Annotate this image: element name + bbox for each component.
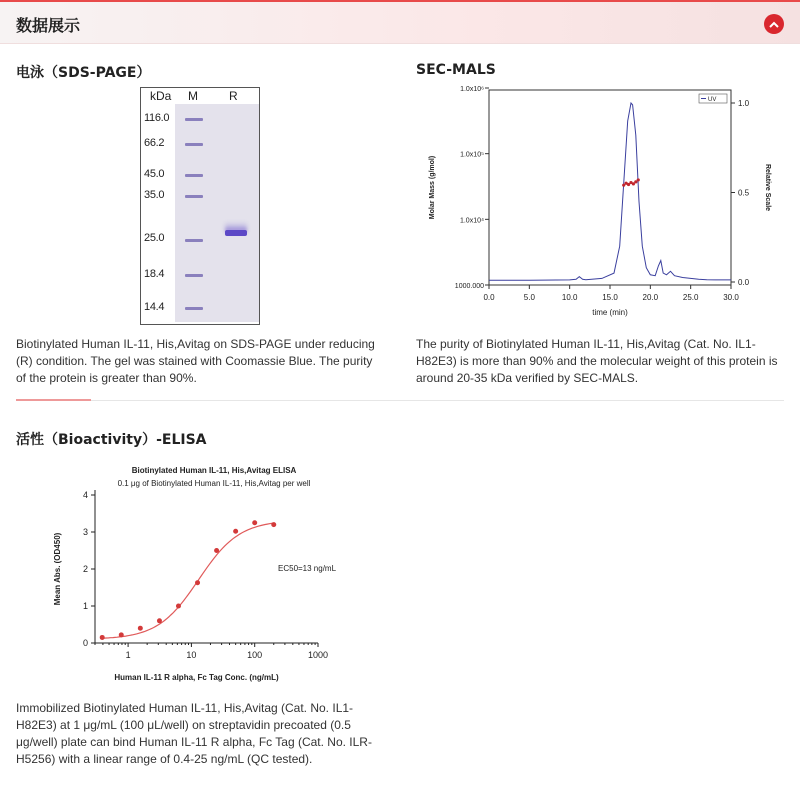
data-point (138, 626, 143, 631)
ladder-band (185, 239, 203, 242)
x-axis-label: Human IL-11 R alpha, Fc Tag Conc. (ng/mL) (114, 673, 279, 682)
y-tick-label: 1.0x10⁵ (460, 151, 484, 159)
y2-axis-label: Relative Scale (764, 163, 771, 212)
data-point (233, 529, 238, 534)
x-tick-label: 25.0 (682, 293, 699, 302)
x-tick-label: 0.0 (483, 293, 495, 302)
x-tick-label: 15.0 (602, 293, 618, 302)
x-tick-label: 5.0 (523, 293, 535, 302)
sds-page-gel-image (140, 87, 260, 325)
section-header-title: 数据展示 (16, 16, 81, 35)
collapse-button[interactable] (764, 14, 784, 34)
elisa-chart (40, 460, 380, 690)
y-tick-label: 2 (82, 564, 88, 574)
ladder-band (185, 195, 203, 198)
molar-mass-point (637, 178, 640, 181)
data-point (176, 604, 181, 609)
y2-tick-label: 0.0 (738, 278, 750, 287)
y-axis-label: Molar Mass (g/mol) (429, 155, 436, 220)
gel-mw-label: 35.0 (144, 189, 165, 201)
data-point (195, 580, 200, 585)
y-tick-label: 1000.000 (454, 283, 484, 290)
y-tick-label: 4 (82, 490, 88, 500)
y-tick-label: 1.0x10⁶ (460, 86, 484, 93)
ladder-band (185, 174, 203, 177)
chart-title: Biotinylated Human IL-11, His,Avitag ELISA (131, 466, 297, 475)
y-tick-label: 0 (82, 638, 88, 648)
ladder-band (185, 143, 203, 146)
sds-page-title: 电泳（SDS-PAGE） (16, 65, 151, 81)
gel-lane-marker: M (188, 89, 198, 103)
x-tick-label: 30.0 (723, 293, 739, 302)
gel-mw-label: 116.0 (144, 112, 170, 124)
sec-mals-caption: The purity of Biotinylated Human IL-11, His,Avitag (Cat. No. IL1-H82E3) is more than 90% and the molecular weight of this protein is around 20-35 kDa verified by SEC-MALS. (416, 337, 778, 385)
chevron-up-icon (769, 21, 779, 28)
x-tick-label: 20.0 (642, 293, 659, 302)
x-tick-label: 10.0 (561, 293, 578, 302)
section-divider-accent (16, 399, 91, 401)
x-tick-label: 1000 (307, 650, 329, 660)
data-point (100, 635, 105, 640)
legend-label: UV (708, 97, 717, 103)
section-header (0, 0, 800, 44)
gel-mw-label: 14.4 (144, 301, 165, 313)
plot-frame (489, 90, 731, 285)
data-point (252, 520, 257, 525)
fit-curve (102, 523, 274, 638)
x-tick-label: 1 (125, 650, 131, 660)
data-point (271, 522, 276, 527)
gel-lane-reduced: R (229, 89, 238, 103)
ec50-annotation: EC50=13 ng/mL (278, 564, 337, 573)
sec-mals-title: SEC-MALS (416, 62, 496, 78)
x-axis-label: time (min) (592, 308, 628, 317)
sds-page-caption: Biotinylated Human IL-11, His,Avitag on SDS-PAGE under reducing (R) condition. The gel was stained with Coomassie Blue. The purity of the protein is greater than 90%. (16, 337, 375, 385)
sec-mals-chart (416, 80, 786, 325)
ladder-band (185, 274, 203, 277)
data-point (214, 548, 219, 553)
section-divider (16, 400, 784, 401)
elisa-title: 活性（Bioactivity）-ELISA (16, 432, 207, 448)
x-tick-label: 100 (247, 650, 263, 660)
y-tick-label: 1.0x10⁴ (459, 217, 484, 225)
gel-mw-label: 25.0 (144, 232, 165, 244)
gel-lane-kda: kDa (150, 89, 172, 103)
gel-lanes (175, 104, 259, 322)
sample-band (225, 230, 247, 236)
data-point (119, 632, 124, 637)
data-point (157, 618, 162, 623)
x-tick-label: 10 (186, 650, 197, 660)
gel-mw-label: 45.0 (144, 168, 165, 180)
ladder-band (185, 307, 203, 310)
gel-mw-label: 18.4 (144, 268, 165, 280)
uv-trace (489, 103, 731, 280)
gel-mw-label: 66.2 (144, 137, 165, 149)
y-tick-label: 3 (82, 527, 88, 537)
ladder-band (185, 118, 203, 121)
y2-tick-label: 0.5 (738, 188, 750, 198)
y-axis-label: Mean Abs. (OD450) (53, 532, 62, 606)
chart-subtitle: 0.1 μg of Biotinylated Human IL-11, His,Avitag per well (117, 479, 311, 488)
y-tick-label: 1 (82, 601, 88, 611)
elisa-caption: Immobilized Biotinylated Human IL-11, His,Avitag (Cat. No. IL1-H82E3) at 1 μg/mL (100 μL/well) on streptavidin precoated (0.5 μg/well) plate can bind Human IL-11 R alpha, Fc Tag (Cat. No. ILR-H5256) with a linear range of 0.4-25 ng/mL (QC tested). (16, 701, 372, 766)
y2-tick-label: 1.0 (738, 99, 750, 108)
